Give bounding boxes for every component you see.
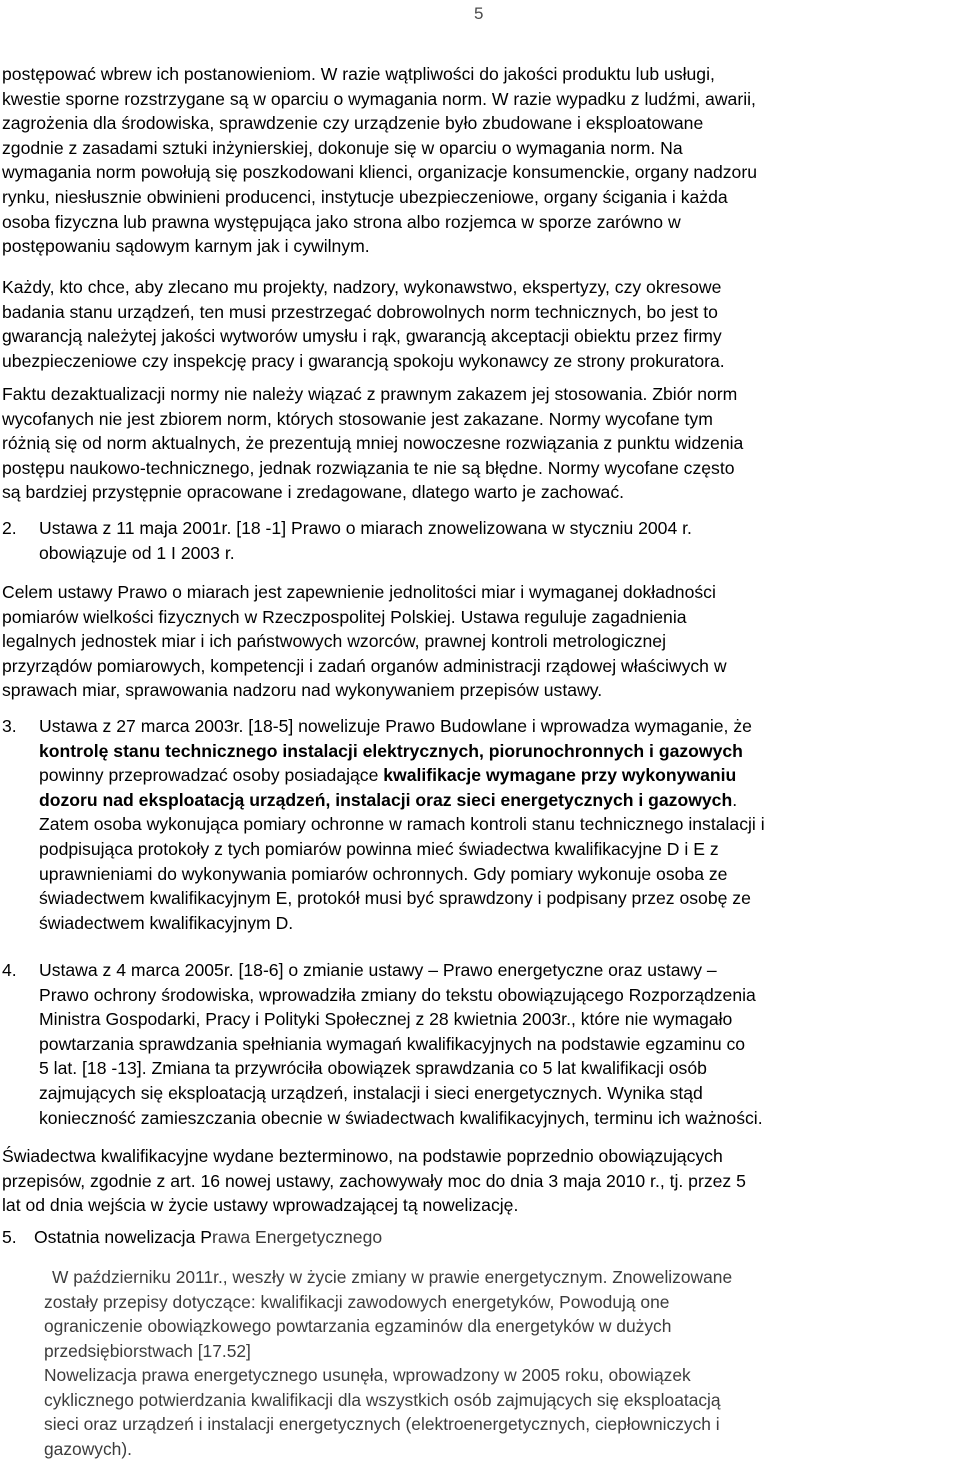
- text-line: [2, 958, 960, 983]
- text-line: ubezpieczeniowe czy inspekcję pracy i gwarancją spokoju wykonawcy ze strony prokuratora.: [2, 350, 725, 371]
- text-line: kwestie sporne rozstrzygane są w oparciu o wymagania norm. W razie wypadku z ludźmi, awarii,: [2, 88, 756, 109]
- list-item-2: [2, 516, 960, 565]
- text-line: Nowelizacja prawa energetycznego usunęła, wprowadzony w 2005 roku, obowiązek: [44, 1365, 691, 1385]
- text-line: rynku, niesłusznie obwinieni producenci, instytucje ubezpieczeniowe, organy ścigania i każda: [2, 186, 728, 207]
- text-span: Ustawa z 27 marca 2003r. [18-5] nowelizuje Prawo Budowlane i wprowadza wymaganie, że: [39, 716, 752, 736]
- text-line: podpisująca protokoły z tych pomiarów powinna mieć świadectwa kwalifikacyjne D i E z: [39, 838, 719, 859]
- text-line: Faktu dezaktualizacji normy nie należy wiązać z prawnym zakazem jej stosowania. Zbiór norm: [2, 384, 738, 404]
- text-line: sprawach miar, sprawowania nadzoru nad wykonywaniem przepisów ustawy.: [2, 680, 603, 701]
- paragraph-norms-disputes: [2, 62, 960, 259]
- text-line: 5 lat. [18 -13]. Zmiana ta przywróciła obowiązek sprawdzania co 5 lat kwalifikacji osób: [39, 1058, 707, 1079]
- text-line: różnią się od norm aktualnych, że prezentują mniej nowoczesne rozwiązania z punktu widzenia: [2, 433, 744, 454]
- text-line: gazowych).: [44, 1438, 132, 1459]
- text-line: postępować wbrew ich postanowieniom. W razie wątpliwości do jakości produktu lub usługi,: [2, 64, 715, 84]
- text-line: legalnych jednostek miar i ich państwowych wzorców, prawnej kontroli metrologicznej: [2, 631, 666, 652]
- text-line: świadectwem kwalifikacyjnym E, protokół musi być sprawdzony i podpisany przez osobę ze: [39, 888, 751, 909]
- paragraph-certificates: [2, 1144, 960, 1218]
- text-line: Ministra Gospodarki, Pracy i Polityki Społecznej z 28 kwietnia 2003r., które nie wymagało: [39, 1009, 733, 1030]
- text-line: W październiku 2011r., weszły w życie zmiany w prawie energetycznym. Znowelizowane: [52, 1267, 733, 1287]
- text-line: Zatem osoba wykonująca pomiary ochronne w ramach kontroli stanu technicznego instalacji i: [39, 814, 765, 835]
- list-number: 3.: [2, 716, 17, 736]
- text-line: pomiarów wielkości fizycznych w Rzeczpospolitej Polskiej. Ustawa reguluje zagadnienia: [2, 606, 687, 627]
- text-line: cyklicznego potwierdzania kwalifikacji dla wszystkich osób zajmujących się eksploatacją: [44, 1389, 721, 1410]
- text-line: są bardziej przystępnie opracowane i zredagowane, dlatego warto je zachować.: [2, 482, 625, 503]
- text-line: Celem ustawy Prawo o miarach jest zapewnienie jednolitości miar i wymaganej dokładności: [2, 582, 716, 602]
- text-line: powtarzania sprawdzania spełniania wymagań kwalifikacyjnych na podstawie egzaminu co: [39, 1033, 746, 1054]
- text-line: postępowaniu sądowym karnym jak i cywilnym.: [2, 236, 370, 257]
- text-line: przedsiębiorstwach [17.52]: [44, 1340, 251, 1361]
- text-line: zgodnie z zasadami sztuki inżynierskiej, dokonuje się w oparciu o wymagania norm. Na: [2, 137, 683, 158]
- text-span: Ostatnia nowelizacja P: [34, 1227, 212, 1247]
- bold-text: kontrolę stanu technicznego instalacji elektrycznych, piorunochronnych i gazowych: [39, 740, 743, 761]
- text-line: [2, 763, 960, 788]
- page-number: 5: [474, 4, 484, 23]
- text-line: wymagania norm powołują się poszkodowani klienci, organizacje konsumenckie, organy nadzoru: [2, 162, 757, 183]
- text-line: osoba fizyczna lub prawna występująca jako strona albo rozjemca w sporze zarówno w: [2, 211, 681, 232]
- text-line: zagrożenia dla środowiska, sprawdzenie czy urządzenie było zbudowane i eksploatowane: [2, 113, 704, 134]
- text-line: [2, 1225, 960, 1250]
- text-line: Świadectwa kwalifikacyjne wydane bezterminowo, na podstawie poprzednio obowiązujących: [2, 1146, 723, 1166]
- paragraph-standards-compliance: [2, 275, 960, 373]
- text-line: [2, 739, 960, 764]
- text-span: rawa Energetycznego: [211, 1227, 383, 1247]
- text-line: zajmujących się eksploatacją urządzeń, instalacji i sieci energetycznych. Wynika stąd: [39, 1082, 703, 1103]
- list-item-4: [2, 958, 960, 1130]
- text-line: przyrządów pomiarowych, kompetencji i zadań organów administracji rządowej właściwych w: [2, 655, 727, 676]
- text-line: wycofanych nie jest zbiorem norm, których stosowanie jest zakazane. Normy wycofane tym: [2, 408, 713, 429]
- list-number: 5.: [2, 1227, 17, 1247]
- text-line: postępu naukowo-technicznego, jednak rozwiązania te nie są błędne. Normy wycofane często: [2, 457, 735, 478]
- text-span: .: [732, 789, 738, 810]
- text-line: [2, 714, 960, 739]
- text-span: Ustawa z 4 marca 2005r. [18-6] o zmianie ustawy – Prawo energetyczne oraz ustawy –: [39, 960, 717, 980]
- paragraph-withdrawn-standards: [2, 382, 960, 505]
- text-span: powinny przeprowadzać osoby posiadające: [39, 765, 384, 786]
- text-line: [2, 516, 960, 541]
- bold-text: dozoru nad eksploatacją urządzeń, instalacji oraz sieci energetycznych i gazowych: [39, 789, 733, 810]
- list-item-5: [2, 1225, 960, 1250]
- paragraph-measures-act: [2, 580, 960, 703]
- text-line: sieci oraz urządzeń i instalacji energetycznych (elektroenergetycznych, ciepłowniczych i: [44, 1414, 720, 1434]
- text-line: Prawo ochrony środowiska, wprowadziła zmiany do tekstu obowiązującego Rozporządzenia: [39, 984, 756, 1005]
- list-number: 4.: [2, 960, 17, 980]
- text-line: świadectwem kwalifikacyjnym D.: [39, 912, 294, 933]
- indented-paragraph-2011-changes: [44, 1265, 960, 1461]
- list-number: 2.: [2, 518, 17, 538]
- text-line: gwarancją należytej jakości wytworów umysłu i rąk, gwarancją akceptacji obiektu przez firmy: [2, 326, 722, 347]
- text-line: konieczność zamieszczania obecnie w świadectwach kwalifikacyjnych, terminu ich ważności.: [39, 1107, 763, 1128]
- text-span: Ustawa z 11 maja 2001r. [18 -1] Prawo o miarach znowelizowana w styczniu 2004 r.: [39, 518, 692, 538]
- text-line: uprawnieniami do wykonywania pomiarów ochronnych. Gdy pomiary wykonuje osoba ze: [39, 863, 728, 884]
- text-line: ograniczenie obowiązkowego powtarzania egzaminów dla energetyków w dużych: [44, 1316, 672, 1336]
- list-item-3: [2, 714, 960, 935]
- text-line: przepisów, zgodnie z art. 16 nowej ustawy, zachowywały moc do dnia 3 maja 2010 r., tj. przez 5: [2, 1170, 746, 1191]
- bold-text: kwalifikacje wymagane przy wykonywaniu: [383, 765, 737, 786]
- text-line: [2, 788, 960, 813]
- text-line: lat od dnia wejścia w życie ustawy wprowadzającej tą nowelizację.: [2, 1195, 519, 1216]
- text-line: obowiązuje od 1 I 2003 r.: [39, 542, 235, 563]
- text-line: zostały przepisy dotyczące: kwalifikacji zawodowych energetyków, Powodują one: [44, 1291, 670, 1312]
- text-line: badania stanu urządzeń, ten musi przestrzegać dobrowolnych norm technicznych, bo jest to: [2, 301, 718, 322]
- text-line: Każdy, kto chce, aby zlecano mu projekty, nadzory, wykonawstwo, ekspertyzy, czy okresowe: [2, 277, 722, 297]
